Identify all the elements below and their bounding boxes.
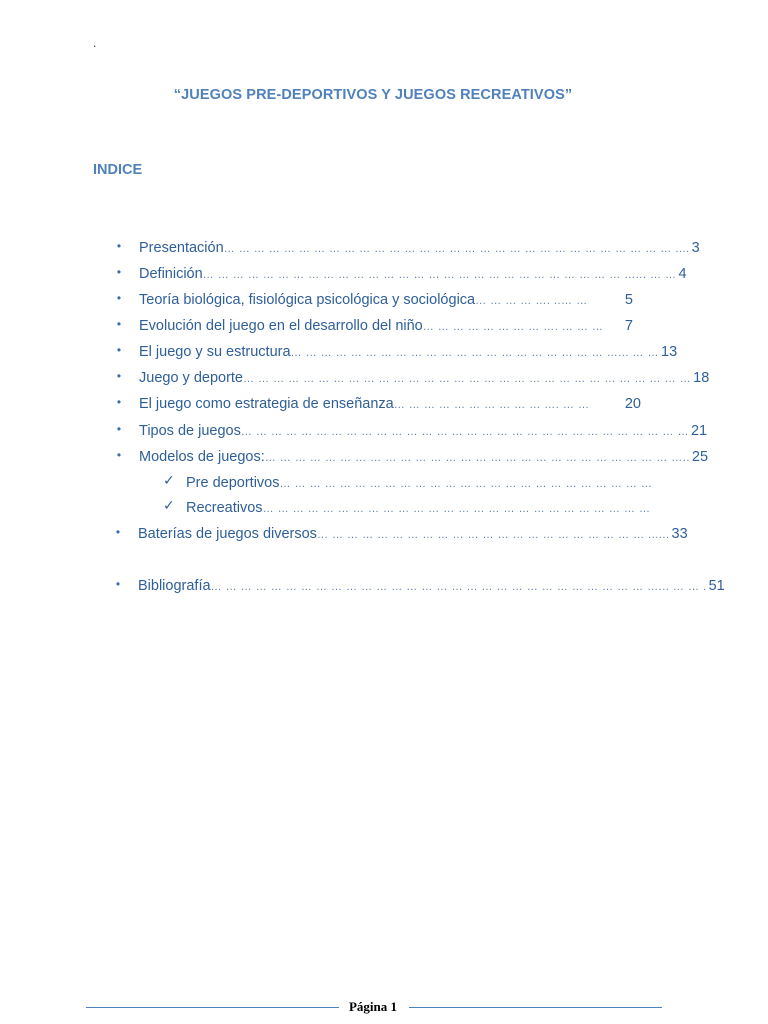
toc-item[interactable] (139, 264, 687, 284)
toc-subitem[interactable] (186, 473, 653, 493)
toc-subitem-leader: … … … … … … … … … … … … … … … … … … … … … … … … … (279, 478, 653, 490)
toc-item-page: 25 (691, 449, 709, 465)
checkmark-icon: ✓ (163, 472, 175, 488)
toc-item-leader: … … … … … … … … … … … … … … … … … … … … … … … … … … … … … … .... (223, 243, 690, 255)
toc-item-page: 3 (691, 240, 700, 256)
toc-subitem-leader: … … … … … … … … … … … … … … … … … … … … … … … … … … (262, 503, 651, 515)
bullet-icon: • (116, 343, 122, 357)
index-heading: INDICE (93, 162, 143, 178)
bullet-icon: • (116, 239, 122, 253)
toc-item-label: Baterías de juegos diversos (138, 526, 317, 542)
toc-item-page: 51 (708, 578, 725, 594)
toc-item-label: Definición (139, 266, 203, 282)
toc-item-page: 5 (624, 292, 633, 308)
toc-item-page: 7 (624, 318, 633, 334)
bullet-icon: • (116, 448, 122, 462)
page-number-footer: Página 1 (348, 999, 398, 1014)
toc-item-leader: … … … … … … … … … … … … … … … … … … … … … … … … … … … … … … (243, 373, 692, 385)
toc-item-leader: … … … … … … … … … … … … … … … … … … … … … … … … … … … ….. (264, 452, 690, 464)
toc-item-leader: … … … … … … … … … … … … … … … … … … … … … … … … … … … … … … (240, 426, 689, 438)
toc-item-page: 20 (624, 396, 641, 412)
bullet-icon: • (116, 291, 122, 305)
toc-item[interactable] (139, 342, 678, 362)
bullet-icon: • (115, 577, 121, 591)
bullet-icon: • (116, 317, 122, 331)
toc-item-label: Bibliografía (138, 578, 211, 594)
toc-item-label: Presentación (139, 240, 224, 256)
bullet-icon: • (116, 265, 122, 279)
toc-subitem-label: Pre deportivos (186, 475, 280, 491)
bullet-icon: • (116, 369, 122, 383)
toc-item-label: Evolución del juego en el desarrollo del niño (139, 318, 423, 334)
bullet-icon: • (116, 422, 122, 436)
toc-item-label: Teoría biológica, fisiológica psicológica y sociológica (139, 292, 476, 308)
toc-item-page: 13 (661, 344, 678, 360)
toc-item-leader: … … … … … … … … …. … … … (422, 321, 604, 333)
toc-item-leader: … … … … … … … … … … … … … … … … … … … … … … … … … … … … …... … … (202, 269, 677, 281)
toc-item[interactable] (139, 238, 700, 258)
toc-item-label: Juego y deporte (139, 370, 243, 386)
toc-item-leader: … … … … … … … … … … …. … … (393, 399, 590, 411)
toc-item[interactable] (139, 368, 710, 388)
toc-item[interactable] (139, 447, 709, 467)
toc-item-label: El juego y su estructura (139, 344, 291, 360)
toc-item[interactable] (139, 421, 708, 441)
toc-subitem-label: Recreativos (186, 500, 263, 516)
bullet-icon: • (115, 525, 121, 539)
toc-item[interactable] (139, 394, 641, 414)
toc-item-leader: … … … … … … … … … … … … … … … … … … … … … … … … … … … … … …... … … . (210, 581, 707, 593)
toc-item[interactable] (139, 290, 633, 310)
toc-item-label: Tipos de juegos (139, 423, 241, 439)
toc-item-page: 21 (690, 423, 708, 439)
toc-item-leader: … … … … … … … … … … … … … … … … … … … … … …... … … (290, 347, 659, 359)
toc-item-page: 18 (693, 370, 710, 386)
toc-item[interactable] (138, 576, 725, 596)
toc-item-label: El juego como estrategia de enseñanza (139, 396, 394, 412)
document-title: “JUEGOS PRE-DEPORTIVOS Y JUEGOS RECREATIVOS” (173, 87, 573, 103)
toc-item-page: 4 (678, 266, 687, 282)
toc-subitem[interactable] (186, 498, 651, 518)
toc-item-label: Modelos de juegos: (139, 449, 265, 465)
toc-item[interactable] (138, 524, 688, 544)
stray-mark: . (93, 36, 97, 50)
checkmark-icon: ✓ (163, 497, 175, 513)
toc-item-leader: … … … … …. ..… … (475, 295, 588, 307)
footer-rule-left (86, 1007, 339, 1008)
bullet-icon: • (116, 395, 122, 409)
footer-rule-right (409, 1007, 662, 1008)
toc-item-page: 33 (671, 526, 688, 542)
toc-item-leader: … … … … … … … … … … … … … … … … … … … … … … ...... (316, 529, 670, 541)
toc-item[interactable] (139, 316, 633, 336)
